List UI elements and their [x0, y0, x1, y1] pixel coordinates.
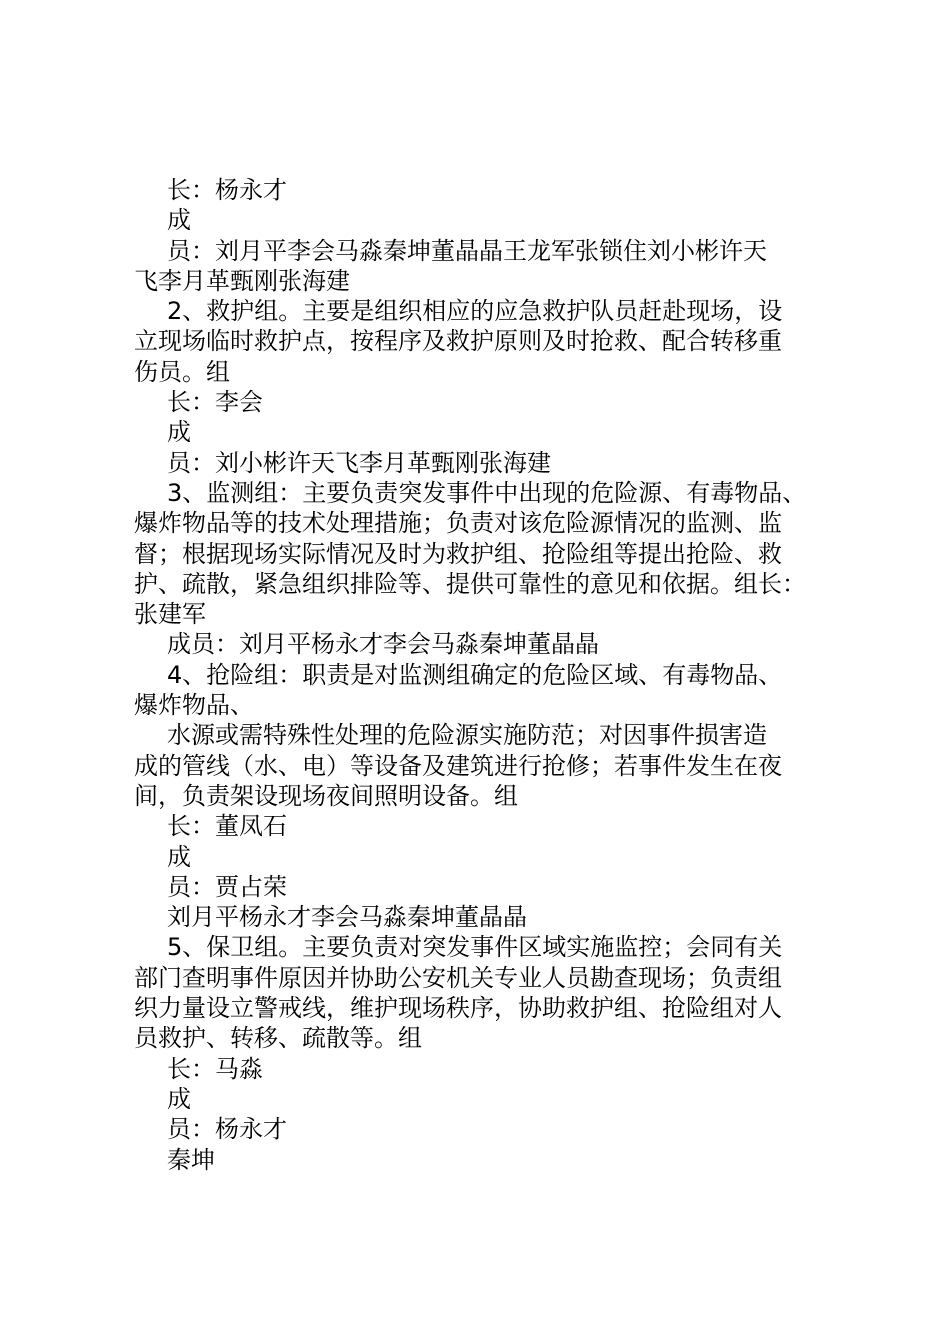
text-line: 督；根据现场实际情况及时为救护组、抢险组等提出抢险、救: [134, 539, 782, 568]
text-line: 间，负责架设现场夜间照明设备。组: [134, 781, 518, 810]
text-line: 成的管线（水、电）等设备及建筑进行抢修；若事件发生在夜: [134, 751, 782, 780]
text-line: 4、抢险组：职责是对监测组确定的危险区域、有毒物品、: [167, 660, 783, 689]
text-line: 员：刘小彬许天飞李月革甄刚张海建: [167, 448, 551, 477]
text-line: 张建军: [134, 600, 206, 629]
document-body: [134, 175, 854, 1175]
text-line: 刘月平杨永才李会马淼秦坤董晶晶: [167, 903, 527, 932]
text-line: 成: [167, 842, 191, 871]
text-line: 员救护、转移、疏散等。组: [134, 1024, 422, 1053]
text-line: 2、救护组。主要是组织相应的应急救护队员赶赴现场，设: [167, 297, 783, 326]
text-line: 长：马淼: [167, 1054, 263, 1083]
text-line: 伤员。组: [134, 357, 230, 386]
text-line: 5、保卫组。主要负责对突发事件区域实施监控；会同有关: [167, 933, 783, 962]
text-line: 成: [167, 1084, 191, 1113]
text-line: 秦坤: [167, 1145, 215, 1174]
text-line: 成员：刘月平杨永才李会马淼秦坤董晶晶: [167, 630, 599, 659]
text-line: 3、监测组：主要负责突发事件中出现的危险源、有毒物品、: [167, 478, 807, 507]
text-line: 长：李会: [167, 388, 263, 417]
text-line: 员：贾占荣: [167, 872, 287, 901]
text-line: 护、疏散，紧急组织排险等、提供可靠性的意见和依据。组长：: [134, 569, 806, 598]
text-line: 织力量设立警戒线，维护现场秩序，协助救护组、抢险组对人: [134, 994, 782, 1023]
text-line: 成: [167, 418, 191, 447]
text-line: 爆炸物品、: [134, 691, 254, 720]
text-line: 部门查明事件原因并协助公安机关专业人员勘查现场；负责组: [134, 963, 782, 992]
text-line: 长：杨永才: [167, 176, 287, 204]
text-line: 爆炸物品等的技术处理措施；负责对该危险源情况的监测、监: [134, 509, 782, 538]
text-line: 水源或需特殊性处理的危险源实施防范；对因事件损害造: [167, 721, 767, 750]
text-line: 立现场临时救护点，按程序及救护原则及时抢救、配合转移重: [134, 327, 782, 356]
text-line: 飞李月革甄刚张海建: [134, 266, 350, 295]
text-line: 成: [167, 206, 191, 235]
text-line: 员：杨永才: [167, 1115, 287, 1144]
text-line: 长：董凤石: [167, 812, 287, 841]
text-line: 员：刘月平李会马淼秦坤董晶晶王龙军张锁住刘小彬许天: [167, 236, 767, 265]
